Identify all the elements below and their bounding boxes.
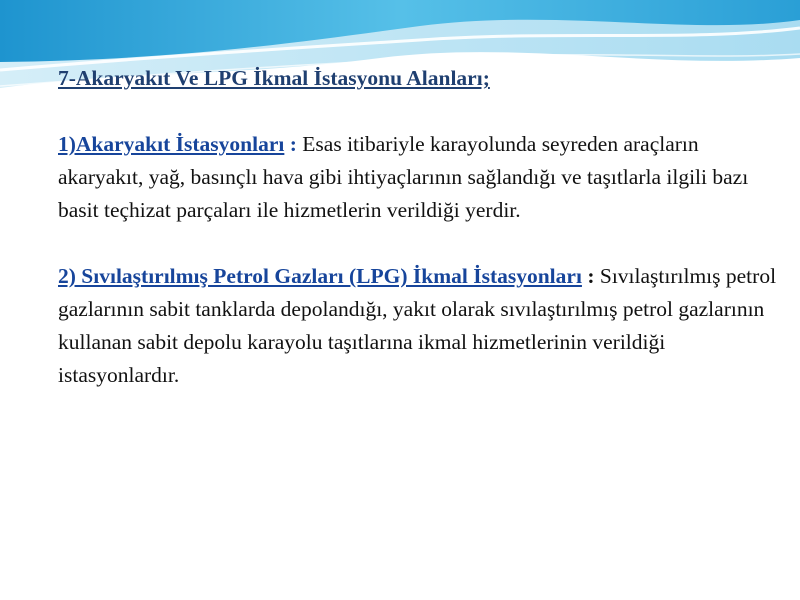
section-2-body: Sıvılaştırılmış petrol gazlarının sabit tanklarda depolandığı, yakıt olarak sıvılaştırılmış petrol gazlarının kullanan sabit depolu karayolu taşıtlarına ikmal hizmetlerinin verildiği istasyonlardır. bbox=[58, 264, 777, 387]
section-1-separator: : bbox=[284, 132, 303, 156]
slide-title: 7-Akaryakıt Ve LPG İkmal İstasyonu Alanları; bbox=[58, 66, 490, 90]
section-1-body: Esas itibariyle karayolunda seyreden araçların akaryakıt, yağ, basınçlı hava gibi ihtiyaçlarının sağlandığı ve taşıtlarla ilgili bazı basit teçhizat parçaları ile hizmetlerin verildiği yerdir. bbox=[58, 132, 749, 222]
section-2-separator: : bbox=[581, 264, 595, 288]
section-2 bbox=[58, 260, 778, 392]
section-2-heading: 2) Sıvılaştırılmış Petrol Gazları (LPG) İkmal İstasyonları bbox=[58, 264, 582, 288]
slide-content bbox=[58, 62, 778, 425]
section-1-heading: 1)Akaryakıt İstasyonları bbox=[58, 132, 285, 156]
section-1 bbox=[58, 128, 778, 227]
